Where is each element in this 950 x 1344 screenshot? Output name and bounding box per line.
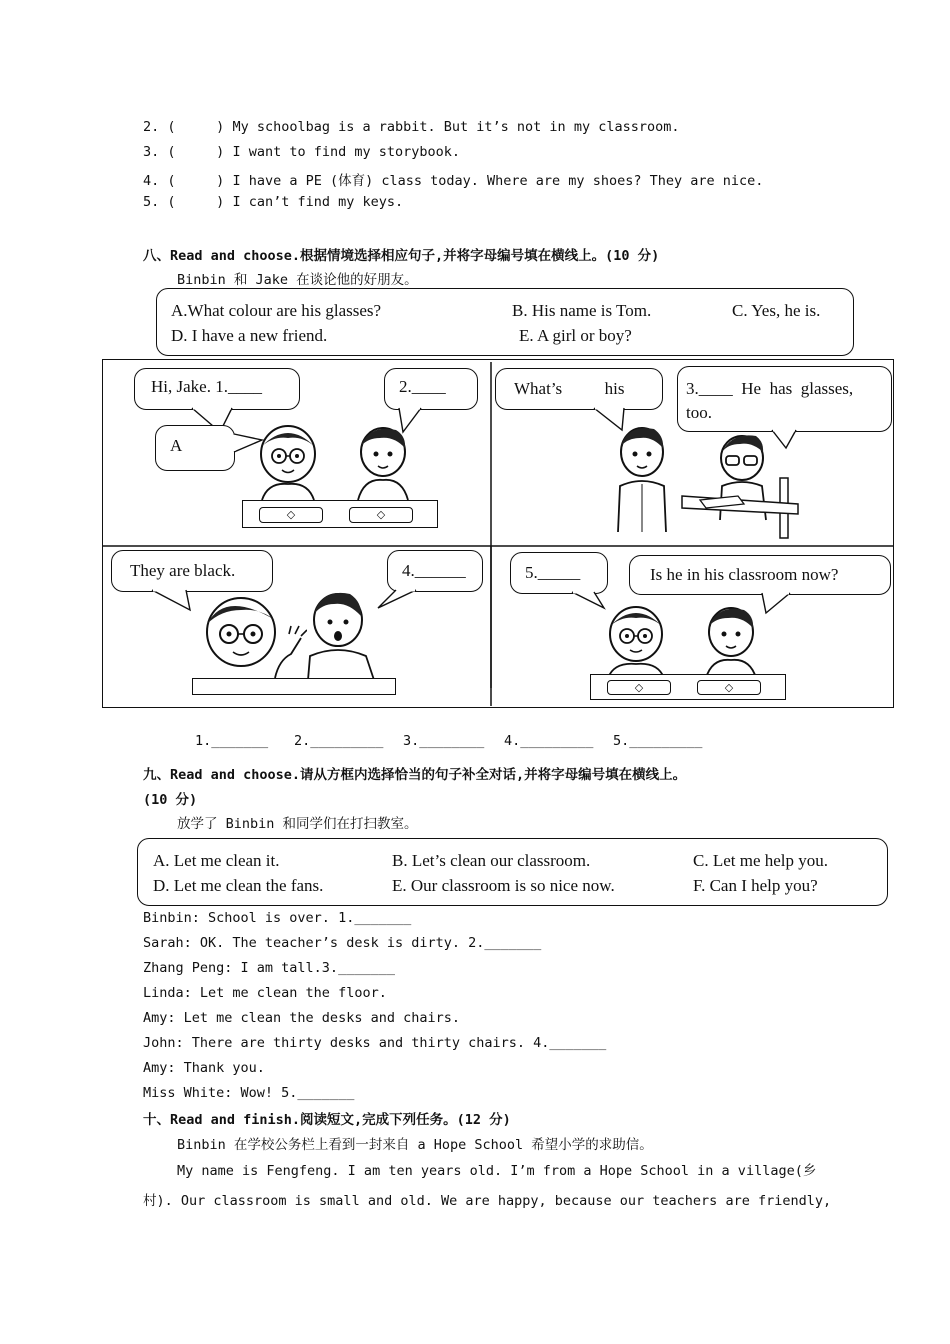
item-number: 3. [143, 144, 160, 160]
answer-parenthesis: ( ) [167, 144, 225, 160]
section8-answer-2[interactable]: 2._________ [294, 733, 384, 749]
item-number: 2. [143, 119, 160, 135]
section9-intro: 放学了 Binbin 和同学们在打扫教室。 [177, 816, 418, 832]
option-c: C. Yes, he is. [732, 301, 821, 320]
section8-intro: Binbin 和 Jake 在谈论他的好朋友。 [177, 272, 418, 288]
section10-heading: 十、Read and finish.阅读短文,完成下列任务。(12 分) [143, 1112, 511, 1128]
panel4-bubble-right: Is he in his classroom now? [629, 555, 891, 595]
option-f: F. Can I help you? [693, 876, 818, 895]
section10-paragraph-line: My name is Fengfeng. I am ten years old. I’m from a Hope School in a village(乡 [177, 1163, 817, 1179]
option-e: E. A girl or boy? [519, 326, 632, 345]
option-b: B. Let’s clean our classroom. [392, 851, 591, 870]
item-number: 4. [143, 173, 160, 189]
dialogue-line: Zhang Peng: I am tall.3._______ [143, 960, 395, 976]
bubble-line: 3.____ He has glasses, [686, 379, 854, 398]
section8-answer-4[interactable]: 4._________ [504, 733, 594, 749]
boy-with-glasses-illustration [600, 602, 676, 678]
section8-answer-5[interactable]: 5._________ [613, 733, 703, 749]
answer-rect-panel4 [590, 674, 786, 700]
dialogue-line: Amy: Thank you. [143, 1060, 265, 1076]
item-text: My schoolbag is a rabbit. But it’s not in my classroom. [232, 119, 680, 135]
panel2-bubble-right [677, 366, 892, 432]
option-d: D. Let me clean the fans. [153, 876, 324, 895]
panel4-bubble-left: 5._____ [510, 552, 608, 594]
answer-parenthesis: ( ) [167, 194, 225, 210]
section9-heading: 九、Read and choose.请从方框内选择恰当的句子补全对话,并将字母编号填在横线上。 [143, 767, 687, 783]
section8-answer-1[interactable]: 1._______ [195, 733, 269, 749]
boy-illustration [350, 424, 420, 502]
dialogue-line: Sarah: OK. The teacher’s desk is dirty. 2._______ [143, 935, 542, 951]
answer-rect-panel3[interactable] [192, 678, 396, 695]
panel2-bubble-left: What’s his [495, 368, 663, 410]
answer-slot[interactable]: ◇ [349, 507, 413, 523]
section9-points: (10 分) [143, 792, 198, 808]
bubble-line: too. [686, 403, 712, 422]
item-number: 5. [143, 194, 160, 210]
panel1-bubble-small: A [155, 425, 235, 471]
boy-with-glasses-at-desk-illustration [680, 430, 805, 540]
item-text: I have a PE (体育) class today. Where are my shoes? They are nice. [232, 173, 764, 189]
boy-standing-illustration [610, 424, 680, 534]
bubble-tail [376, 588, 426, 614]
option-c: C. Let me help you. [693, 851, 829, 870]
section8-answer-3[interactable]: 3.________ [403, 733, 485, 749]
section9-options-box [137, 838, 888, 906]
option-b: B. His name is Tom. [512, 301, 652, 320]
panel1-bubble-right: 2.____ [384, 368, 478, 410]
panel3-bubble-right: 4.______ [387, 550, 483, 592]
boy-with-glasses-waving-illustration [195, 596, 307, 680]
section10-paragraph-line: 村). Our classroom is small and old. We are happy, because our teachers are friendly, [143, 1193, 832, 1209]
answer-parenthesis: ( ) [167, 119, 225, 135]
boy-with-glasses-illustration [252, 422, 332, 502]
panel1-bubble-left: Hi, Jake. 1.____ [134, 368, 300, 410]
answer-slot[interactable]: ◇ [259, 507, 323, 523]
dialogue-line: Linda: Let me clean the floor. [143, 985, 387, 1001]
panel3-bubble-left: They are black. [111, 550, 273, 592]
section8-heading: 八、Read and choose.根据情境选择相应句子,并将字母编号填在横线上。(10 分) [143, 248, 660, 264]
option-a: A. Let me clean it. [153, 851, 280, 870]
boy-surprised-illustration [298, 588, 380, 682]
dialogue-line: Amy: Let me clean the desks and chairs. [143, 1010, 460, 1026]
item-text: I want to find my storybook. [232, 144, 461, 160]
section10-intro: Binbin 在学校公务栏上看到一封来自 a Hope School 希望小学的求助信。 [177, 1137, 653, 1153]
answer-rect-panel1 [242, 500, 438, 528]
item-text: I can’t find my keys. [232, 194, 404, 210]
dialogue-line: Binbin: School is over. 1._______ [143, 910, 412, 926]
answer-slot[interactable]: ◇ [607, 680, 671, 695]
answer-parenthesis: ( ) [167, 173, 225, 189]
dialogue-line: Miss White: Wow! 5._______ [143, 1085, 355, 1101]
dialogue-line: John: There are thirty desks and thirty chairs. 4._______ [143, 1035, 607, 1051]
answer-slot[interactable]: ◇ [697, 680, 761, 695]
boy-illustration [698, 604, 768, 678]
option-a: A.What colour are his glasses? [171, 301, 382, 320]
option-d: D. I have a new friend. [171, 326, 328, 345]
option-e: E. Our classroom is so nice now. [392, 876, 615, 895]
